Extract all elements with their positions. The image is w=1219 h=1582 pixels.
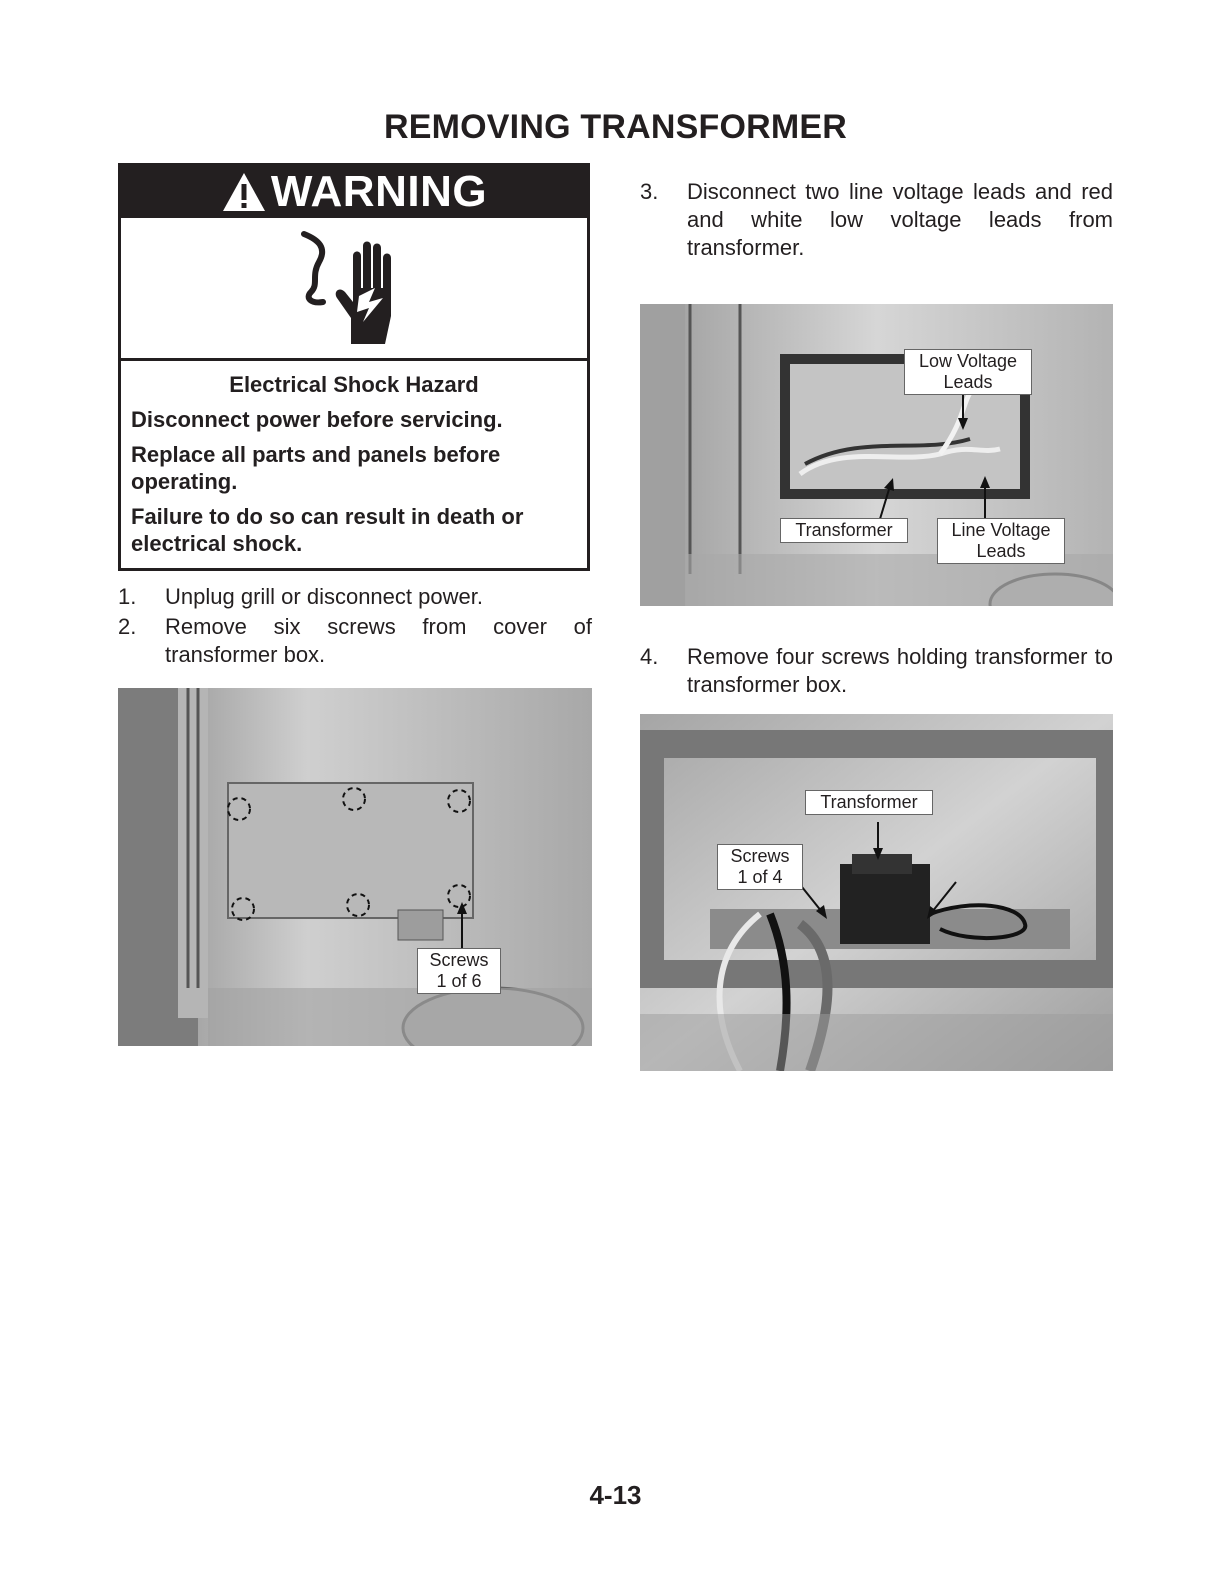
callout-line: Leads: [976, 541, 1026, 561]
callout-line: 1 of 6: [436, 971, 482, 991]
warning-line-2: Replace all parts and panels before operating.: [131, 442, 501, 494]
hazard-title: Electrical Shock Hazard: [229, 372, 479, 397]
step-3: [640, 178, 1113, 268]
warning-line-1: Disconnect power before servicing.: [131, 407, 503, 432]
page-number: 4-13: [589, 1480, 642, 1510]
photo-transformer-mount: [640, 714, 1113, 1071]
step-2: [118, 613, 592, 673]
callout-transformer: Transformer: [780, 518, 908, 543]
callout-line-voltage-leads: [937, 518, 1065, 564]
warning-triangle-icon: [221, 171, 267, 213]
shock-pictogram: [121, 218, 587, 361]
warning-header: [121, 166, 587, 218]
warning-label: WARNING: [270, 167, 488, 216]
callout-line: Screws: [730, 846, 790, 866]
step-1: [118, 583, 592, 613]
warning-line-3: Failure to do so can result in death or electrical shock.: [131, 504, 524, 556]
step-text: Unplug grill or disconnect power.: [165, 584, 483, 609]
callout-screws: [717, 844, 803, 890]
photo-transformer-leads: [640, 304, 1113, 606]
callout-line: 1 of 4: [737, 867, 783, 887]
callout-line: Low Voltage: [918, 351, 1018, 371]
step-text: Remove six screws from cover of transformer box.: [165, 614, 592, 667]
callout-line: Leads: [943, 372, 993, 392]
step-number: 2.: [118, 614, 137, 639]
warning-box: [118, 163, 590, 571]
step-number: 4.: [640, 644, 659, 669]
photo-mount-graphic: [640, 714, 1113, 1071]
callout-screws: [417, 948, 501, 994]
callout-line: Line Voltage: [951, 520, 1051, 540]
callout-line: Screws: [429, 950, 489, 970]
callout-low-voltage-leads: [904, 349, 1032, 395]
step-number: 1.: [118, 584, 137, 609]
electric-shock-hand-icon: [289, 226, 419, 351]
step-4: [640, 643, 1113, 703]
page-title: REMOVING TRANSFORMER: [384, 108, 847, 146]
photo-transformer-cover: [118, 688, 592, 1046]
callout-transformer: Transformer: [805, 790, 933, 815]
photo-cover-graphic: [118, 688, 592, 1046]
step-text: Disconnect two line voltage leads and red and white low voltage leads from transformer.: [687, 179, 1113, 260]
step-number: 3.: [640, 179, 659, 204]
step-text: Remove four screws holding transformer to transformer box.: [687, 644, 1113, 697]
